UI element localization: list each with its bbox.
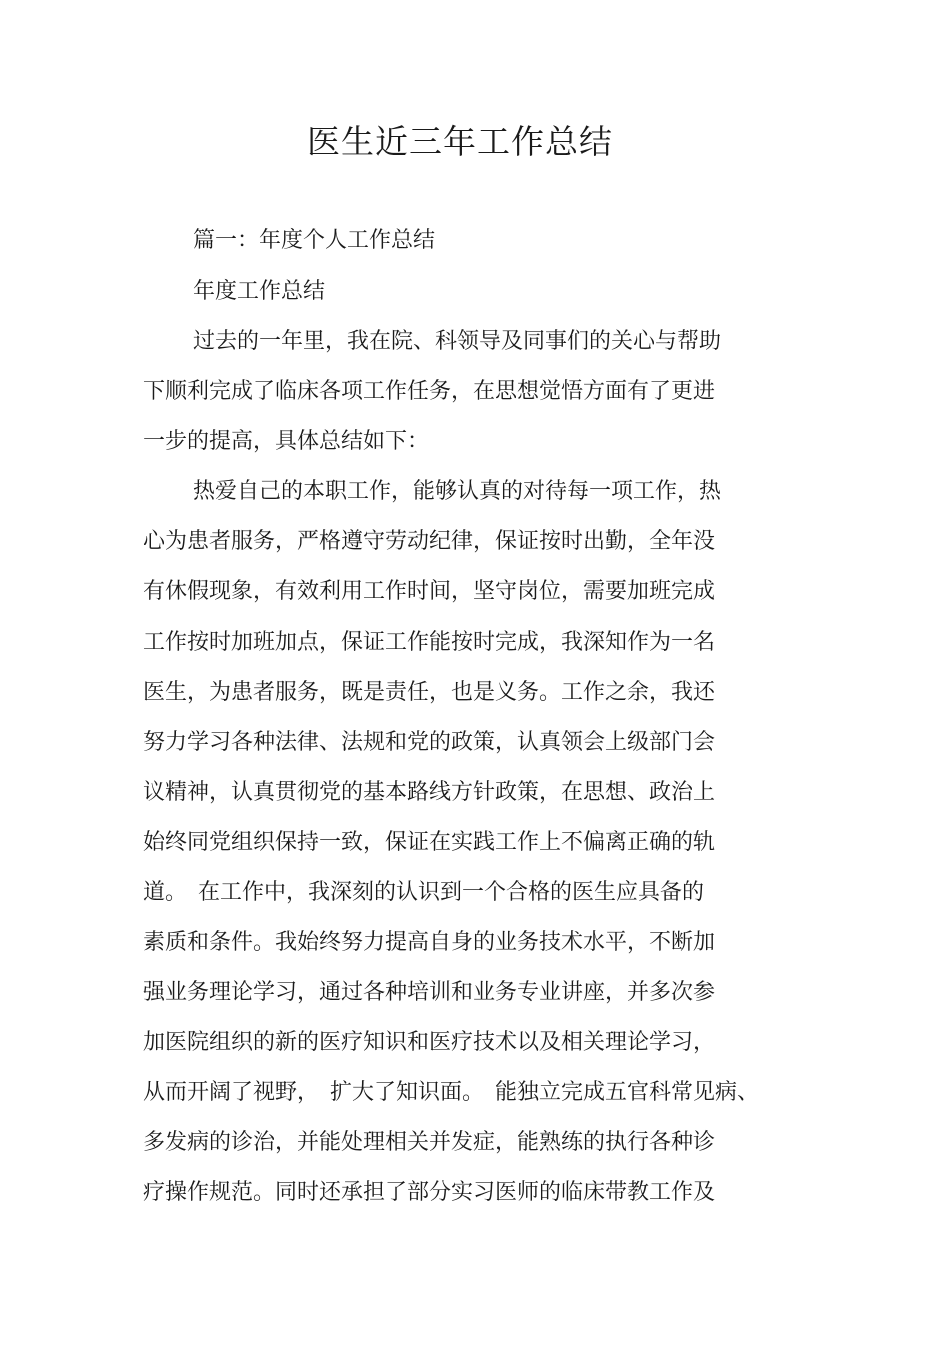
- paragraph-line: 从而开阔了视野， 扩大了知识面。 能独立完成五官科常见病、: [143, 1080, 760, 1105]
- paragraph-line: 道。 在工作中，我深刻的认识到一个合格的医生应具备的: [143, 880, 705, 905]
- paragraph-line: 心为患者服务，严格遵守劳动纪律，保证按时出勤，全年没: [143, 529, 716, 554]
- paragraph-line: 努力学习各种法律、法规和党的政策，认真领会上级部门会: [143, 730, 716, 755]
- paragraph-line: 疗操作规范。同时还承担了部分实习医师的临床带教工作及: [143, 1180, 716, 1205]
- paragraph-line: 议精神，认真贯彻党的基本路线方针政策，在思想、政治上: [143, 780, 716, 805]
- document-title: 医生近三年工作总结: [307, 122, 613, 161]
- paragraph-line: 多发病的诊治，并能处理相关并发症，能熟练的执行各种诊: [143, 1130, 716, 1155]
- paragraph-line: 热爱自己的本职工作，能够认真的对待每一项工作，热: [193, 479, 722, 504]
- paragraph-line: 强业务理论学习，通过各种培训和业务专业讲座，并多次参: [143, 980, 716, 1005]
- paragraph-line: 有休假现象，有效利用工作时间，坚守岗位，需要加班完成: [143, 579, 716, 604]
- paragraph-line: 工作按时加班加点，保证工作能按时完成，我深知作为一名: [143, 630, 716, 655]
- paragraph-line: 加医院组织的新的医疗知识和医疗技术以及相关理论学习，: [143, 1030, 716, 1055]
- subsection-heading: 年度工作总结: [193, 279, 326, 304]
- paragraph-line: 下顺利完成了临床各项工作任务，在思想觉悟方面有了更进: [143, 379, 716, 404]
- paragraph-line: 医生，为患者服务，既是责任，也是义务。工作之余，我还: [143, 680, 716, 705]
- paragraph-line: 素质和条件。我始终努力提高自身的业务技术水平，不断加: [143, 930, 716, 955]
- paragraph-line: 一步的提高，具体总结如下：: [143, 429, 430, 454]
- paragraph-line: 过去的一年里，我在院、科领导及同事们的关心与帮助: [193, 329, 722, 354]
- paragraph-line: 始终同党组织保持一致，保证在实践工作上不偏离正确的轨: [143, 830, 716, 855]
- section-heading: 篇一：年度个人工作总结: [193, 228, 436, 253]
